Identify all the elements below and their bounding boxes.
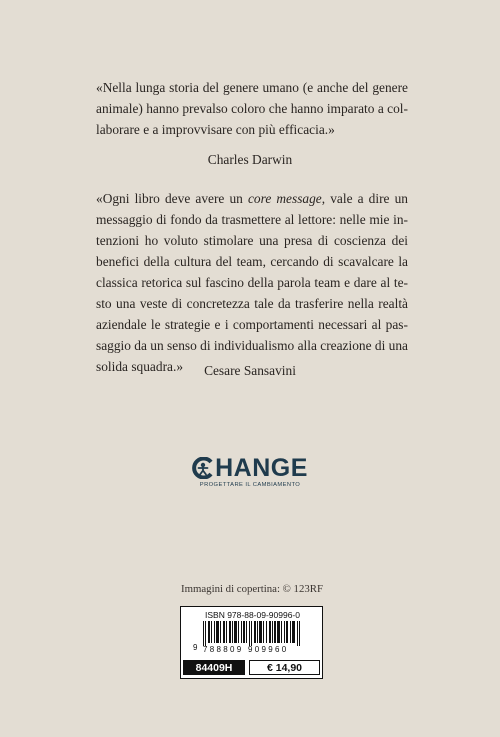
logo-subtitle: PROGETTARE IL CAMBIAMENTO (199, 482, 301, 488)
quote-sansavini (96, 188, 408, 377)
people-circle-icon (192, 457, 214, 479)
isbn-number: ISBN 978-88-09-90996-0 (205, 610, 300, 620)
quote-author-darwin: Charles Darwin (207, 152, 293, 167)
quote-sansavini-emphasis: core message (247, 191, 322, 206)
logo-wordmark (180, 455, 320, 481)
change-logo (180, 455, 320, 488)
product-code: 84409H (183, 660, 245, 675)
quote-darwin: «Nella lunga storia del genere umano (e anche del genere animale) hanno prevalso coloro che hanno imparato a collaborare e a improvvisare con più efficacia.» (96, 80, 408, 137)
barcode-digits: 788809 909960 (203, 645, 289, 654)
cover-image-credit: Immagini di copertina: © 123RF (181, 583, 323, 595)
quote-author-sansavini: Cesare Sansavini (204, 363, 296, 378)
price-tag: € 14,90 (249, 660, 320, 675)
barcode-bars (203, 621, 301, 646)
barcode-lead-digit: 9 (193, 643, 198, 652)
quote-sansavini-pre: «Ogni libro deve avere un (96, 191, 248, 206)
barcode-label (180, 606, 323, 679)
logo-word-text: HANGE (215, 454, 308, 482)
quote-sansavini-post: , vale a dire un messaggio di fondo da trasmettere al lettore: nelle mie intenzioni ho voluto stimolare una presa di coscienza dei benefici della cultura del team, cercando di scavalcare la classica retorica sul fascino della parola team e dare al testo una veste di concretezza tale da trasferire nella realtà aziendale le strategie e i comportamenti necessari al passaggio da un senso di individualismo alla creazione di una solida squadra.» (96, 191, 408, 374)
